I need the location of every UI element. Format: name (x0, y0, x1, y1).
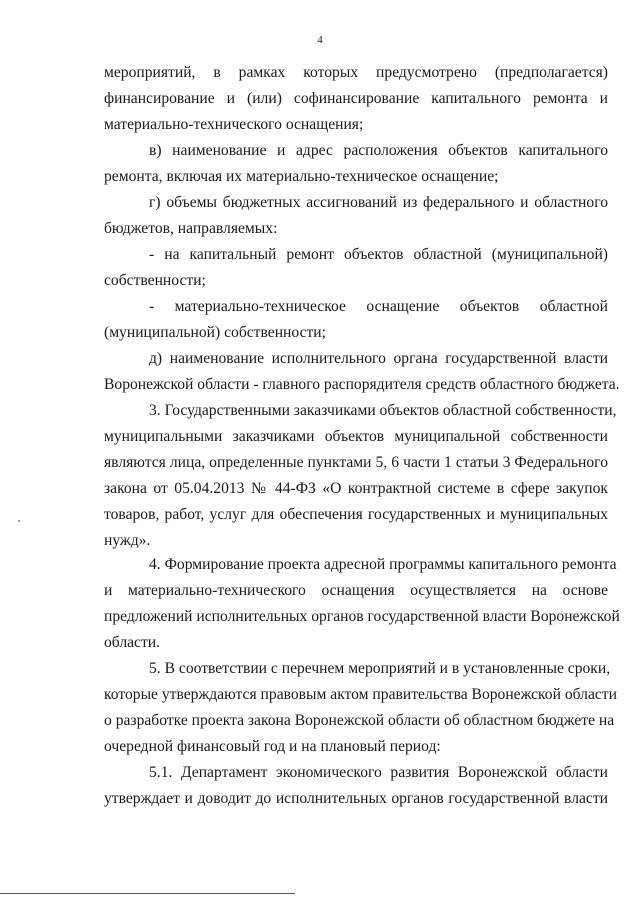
text-line: - материально-техническое оснащение объектов областной (149, 298, 608, 315)
scan-edge-rule (0, 893, 295, 894)
text-line: материально-технического оснащения; (104, 116, 364, 133)
text-line: д) наименование исполнительного органа государственной власти (149, 350, 608, 367)
text-line: закона от 05.04.2013 № 44-ФЗ «О контрактной системе в сфере закупок (104, 480, 608, 497)
text-line: Воронежской области - главного распорядителя средств областного бюджета. (104, 376, 620, 393)
text-line: - на капитальный ремонт объектов областной (муниципальной) (149, 246, 608, 263)
text-line: мероприятий, в рамках которых предусмотрено (предполагается) (104, 64, 608, 81)
text-line: которые утверждаются правовым актом правительства Воронежской области (104, 686, 617, 703)
text-line: ремонта, включая их материально-техническое оснащение; (104, 168, 499, 185)
text-line: муниципальными заказчиками объектов муниципальной собственности (104, 428, 608, 445)
text-line: товаров, работ, услуг для обеспечения государственных и муниципальных (104, 506, 608, 523)
text-line: бюджетов, направляемых: (104, 220, 278, 237)
text-line: утверждает и доводит до исполнительных органов государственной власти (104, 790, 608, 807)
text-line: являются лица, определенные пунктами 5, 6 части 1 статьи 3 Федерального (104, 454, 608, 471)
scan-speck (18, 520, 20, 522)
page-number: 4 (317, 34, 323, 46)
text-line: 4. Формирование проекта адресной программы капитального ремонта (149, 556, 617, 573)
text-line: и материально-технического оснащения осуществляется на основе (104, 582, 608, 599)
text-line: (муниципальной) собственности; (104, 324, 326, 341)
text-line: в) наименование и адрес расположения объектов капитального (149, 142, 608, 159)
text-line: 5. В соответствии с перечнем мероприятий и в установленные сроки, (149, 660, 611, 677)
text-line: г) объемы бюджетных ассигнований из федерального и областного (149, 194, 608, 211)
text-line: финансирование и (или) софинансирование капитального ремонта и (104, 90, 608, 107)
text-line: собственности; (104, 272, 206, 289)
text-line: предложений исполнительных органов государственной власти Воронежской (104, 608, 620, 625)
text-line: области. (104, 634, 161, 651)
text-line: нужд». (104, 532, 151, 549)
text-line: о разработке проекта закона Воронежской области об областном бюджете на (104, 712, 615, 729)
text-line: 5.1. Департамент экономического развития Воронежской области (149, 764, 608, 781)
text-line: 3. Государственными заказчиками объектов областной собственности, (149, 402, 617, 419)
text-line: очередной финансовый год и на плановый период: (104, 738, 441, 755)
